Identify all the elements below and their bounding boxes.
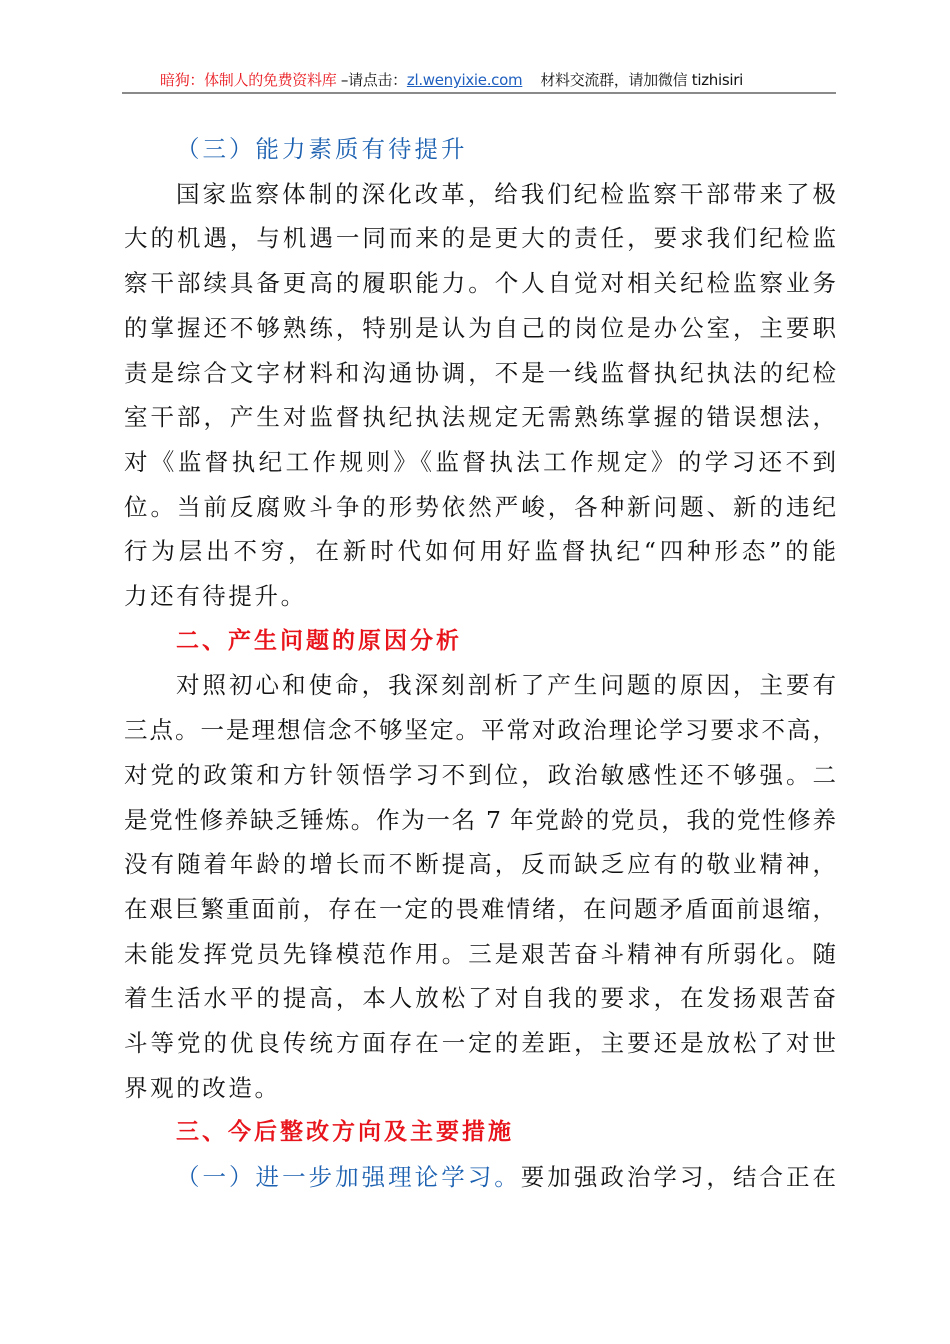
section-heading: 三、今后整改方向及主要措施 bbox=[176, 1119, 514, 1146]
body-text-line: 着生活水平的提高，本人放松了对自我的要求，在发扬艰苦奋 bbox=[124, 984, 836, 1013]
body-text-line: 是党性修养缺乏锤炼。作为一名 7 年党龄的党员，我的党性修养 bbox=[124, 805, 836, 834]
header-contact: 材料交流群，请加微信 tizhisiri bbox=[540, 71, 743, 89]
body-text-line: 的掌握还不够熟练，特别是认为自己的岗位是办公室，主要职 bbox=[124, 313, 836, 342]
header-divider bbox=[122, 92, 836, 94]
body-text-line: 力还有待提升。 bbox=[124, 582, 307, 610]
body-text-line: 三点。一是理想信念不够坚定。平常对政治理论学习要求不高， bbox=[124, 716, 836, 745]
body-text-line: 界观的改造。 bbox=[124, 1073, 281, 1102]
body-text-line: 在艰巨繁重面前，存在一定的畏难情绪，在问题矛盾面前退缩， bbox=[124, 894, 836, 923]
section-heading: （三）能力素质有待提升 bbox=[176, 135, 468, 163]
body-text-line: 大的机遇，与机遇一同而来的是更大的责任，要求我们纪检监 bbox=[124, 224, 836, 253]
body-text-line: 室干部，产生对监督执纪执法规定无需熟练掌握的错误想法， bbox=[124, 403, 836, 432]
body-text-line: 位。当前反腐败斗争的形势依然严峻，各种新问题、新的违纪 bbox=[124, 492, 836, 521]
body-text-line: 行为层出不穷，在新时代如何用好监督执纪“四种形态”的能 bbox=[124, 537, 836, 566]
watermark-header bbox=[160, 69, 743, 90]
body-text-line: 未能发挥党员先锋模范作用。三是艰苦奋斗精神有所弱化。随 bbox=[124, 939, 836, 968]
body-text-line: 对《监督执纪工作规则》《监督执法工作规定》的学习还不到 bbox=[124, 447, 836, 476]
header-prompt: –请点击： bbox=[336, 71, 407, 89]
body-text-line: 察干部续具备更高的履职能力。个人自觉对相关纪检监察业务 bbox=[124, 269, 836, 298]
subheading-inline: （一）进一步加强理论学习。 bbox=[176, 1163, 521, 1192]
body-text-line: 没有随着年龄的增长而不断提高，反而缺乏应有的敬业精神， bbox=[124, 850, 836, 879]
body-text-line: 斗等党的优良传统方面存在一定的差距，主要还是放松了对世 bbox=[124, 1029, 836, 1057]
section-heading: 二、产生问题的原因分析 bbox=[176, 627, 462, 654]
body-text-line: 对照初心和使命，我深刻剖析了产生问题的原因，主要有 bbox=[176, 671, 836, 700]
body-text-line bbox=[124, 1160, 836, 1194]
header-brand: 暗狗：体制人的免费资料库 bbox=[160, 71, 337, 89]
body-text-line: 责是综合文字材料和沟通协调，不是一线监督执纪执法的纪检 bbox=[124, 358, 836, 387]
body-text-line: 对党的政策和方针领悟学习不到位，政治敏感性还不够强。二 bbox=[124, 760, 836, 789]
header-link[interactable]: zl.wenyixie.com bbox=[406, 71, 523, 89]
body-text-inline: 要加强政治学习，结合正在 bbox=[520, 1163, 837, 1192]
body-text-line: 国家监察体制的深化改革，给我们纪检监察干部带来了极 bbox=[176, 179, 836, 208]
